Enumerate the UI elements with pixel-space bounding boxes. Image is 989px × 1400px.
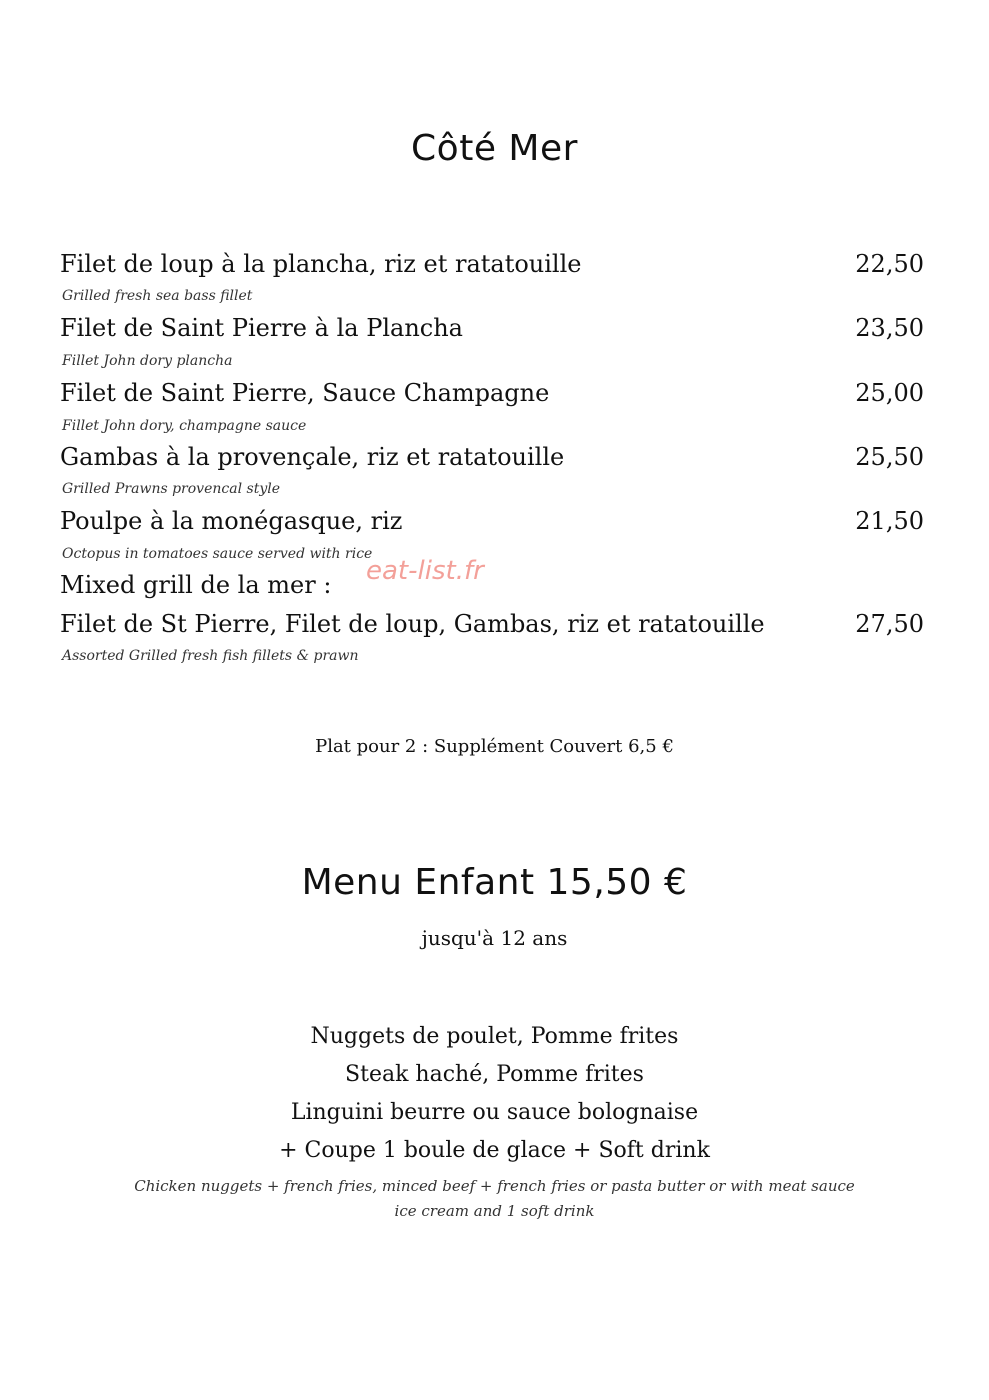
dish-name: Filet de loup à la plancha, riz et ratatouille: [60, 250, 582, 278]
mixed-grill-heading: Mixed grill de la mer :: [60, 571, 332, 599]
dish-name: Filet de Saint Pierre, Sauce Champagne: [60, 379, 550, 407]
dish-translation: Octopus in tomatoes sauce served with rice: [62, 546, 373, 562]
kids-menu-age-note: jusqu'à 12 ans: [421, 926, 568, 950]
kids-menu-line: + Coupe 1 boule de glace + Soft drink: [279, 1138, 710, 1163]
watermark: eat-list.fr: [366, 556, 484, 586]
kids-menu-line: Linguini beurre ou sauce bolognaise: [290, 1100, 699, 1125]
kids-menu-translation: ice cream and 1 soft drink: [394, 1202, 595, 1220]
dish-price: 25,00: [855, 379, 924, 407]
dish-name: Gambas à la provençale, riz et ratatouille: [60, 443, 565, 471]
kids-menu-translation: Chicken nuggets + french fries, minced beef + french fries or pasta butter or with meat sauce: [134, 1177, 855, 1195]
dish-name: Filet de St Pierre, Filet de loup, Gambas, riz et ratatouille: [60, 610, 765, 638]
shared-plate-note: Plat pour 2 : Supplément Couvert 6,5 €: [315, 736, 674, 757]
dish-translation: Grilled fresh sea bass fillet: [62, 288, 253, 304]
dish-name: Poulpe à la monégasque, riz: [60, 507, 403, 535]
kids-menu-line: Nuggets de poulet, Pomme frites: [310, 1024, 679, 1049]
dish-translation: Assorted Grilled fresh fish fillets & prawn: [62, 648, 359, 664]
kids-menu-line: Steak haché, Pomme frites: [345, 1062, 644, 1087]
dish-translation: Fillet John dory, champagne sauce: [62, 418, 307, 434]
dish-price: 23,50: [855, 314, 924, 342]
dish-name: Filet de Saint Pierre à la Plancha: [60, 314, 463, 342]
kids-menu-title: Menu Enfant 15,50 €: [301, 862, 688, 903]
dish-translation: Fillet John dory plancha: [62, 353, 233, 369]
dish-price: 27,50: [855, 610, 924, 638]
dish-price: 22,50: [855, 250, 924, 278]
dish-translation: Grilled Prawns provencal style: [62, 481, 280, 497]
sea-section-title: Côté Mer: [411, 128, 578, 169]
dish-price: 25,50: [855, 443, 924, 471]
dish-price: 21,50: [855, 507, 924, 535]
